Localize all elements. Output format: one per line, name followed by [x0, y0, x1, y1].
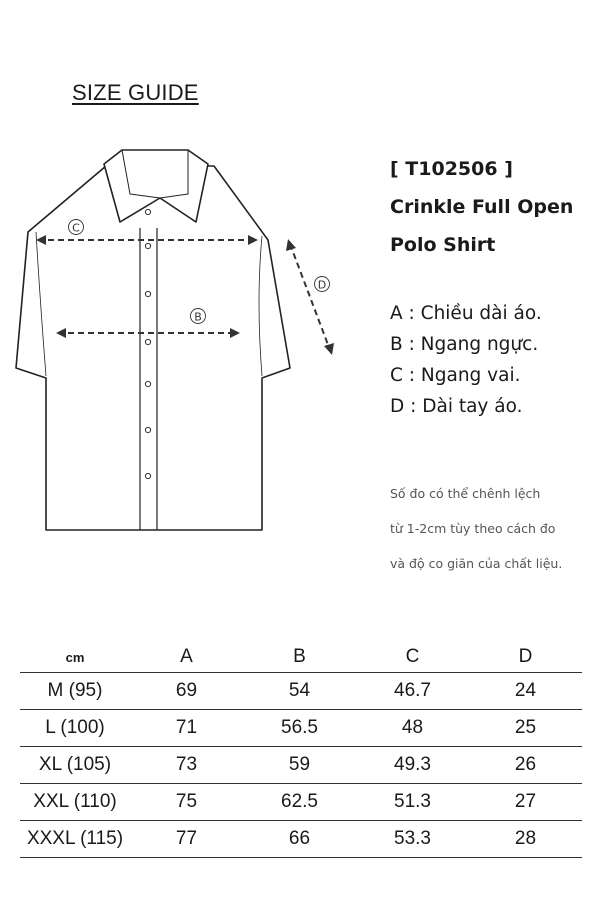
table-row — [20, 821, 582, 858]
product-name-line1: Crinkle Full Open — [390, 196, 574, 218]
value-cell: 49.3 — [356, 747, 469, 784]
value-cell: 62.5 — [243, 784, 356, 821]
value-cell: 75 — [130, 784, 243, 821]
value-cell: 25 — [469, 710, 582, 747]
column-header-a: A — [180, 646, 193, 667]
column-header-c: C — [405, 646, 420, 667]
note-line: và độ co giãn của chất liệu. — [390, 556, 563, 571]
value-cell: 54 — [243, 673, 356, 710]
note-line: từ 1-2cm tùy theo cách đo — [390, 521, 556, 536]
table-row — [20, 673, 582, 710]
measure-d-label: D — [317, 278, 327, 292]
measure-c-label: C — [72, 221, 80, 235]
unit-header: cm — [65, 649, 85, 665]
legend-item-c: C : Ngang vai. — [390, 365, 521, 386]
table-row — [20, 784, 582, 821]
value-cell: 69 — [130, 673, 243, 710]
value-cell: 46.7 — [356, 673, 469, 710]
measurement-note — [390, 476, 562, 581]
size-cell: M (95) — [20, 673, 130, 710]
table-header-row — [20, 642, 582, 673]
table-row — [20, 747, 582, 784]
product-name-line2: Polo Shirt — [390, 234, 496, 256]
value-cell: 24 — [469, 673, 582, 710]
measure-d-line — [290, 244, 330, 350]
value-cell: 77 — [130, 821, 243, 858]
size-cell: XL (105) — [20, 747, 130, 784]
value-cell: 26 — [469, 747, 582, 784]
size-cell: L (100) — [20, 710, 130, 747]
shirt-body-outline — [16, 166, 290, 530]
page-title: SIZE GUIDE — [72, 80, 199, 105]
value-cell: 59 — [243, 747, 356, 784]
column-header-b: B — [293, 646, 306, 667]
product-heading — [390, 150, 573, 264]
value-cell: 71 — [130, 710, 243, 747]
value-cell: 28 — [469, 821, 582, 858]
shirt-diagram — [0, 140, 360, 540]
value-cell: 48 — [356, 710, 469, 747]
legend-item-a: A : Chiều dài áo. — [390, 303, 542, 324]
table-row — [20, 710, 582, 747]
value-cell: 51.3 — [356, 784, 469, 821]
value-cell: 73 — [130, 747, 243, 784]
size-cell: XXXL (115) — [20, 821, 130, 858]
legend-item-d: D : Dài tay áo. — [390, 396, 523, 417]
column-header-d: D — [518, 646, 533, 667]
measure-b-label: B — [194, 310, 202, 324]
size-table — [20, 642, 582, 858]
size-cell: XXL (110) — [20, 784, 130, 821]
value-cell: 27 — [469, 784, 582, 821]
product-code: [ T102506 ] — [390, 158, 513, 180]
measurement-legend — [390, 298, 542, 422]
legend-item-b: B : Ngang ngực. — [390, 334, 539, 355]
note-line: Số đo có thể chênh lệch — [390, 486, 541, 501]
value-cell: 53.3 — [356, 821, 469, 858]
value-cell: 66 — [243, 821, 356, 858]
value-cell: 56.5 — [243, 710, 356, 747]
